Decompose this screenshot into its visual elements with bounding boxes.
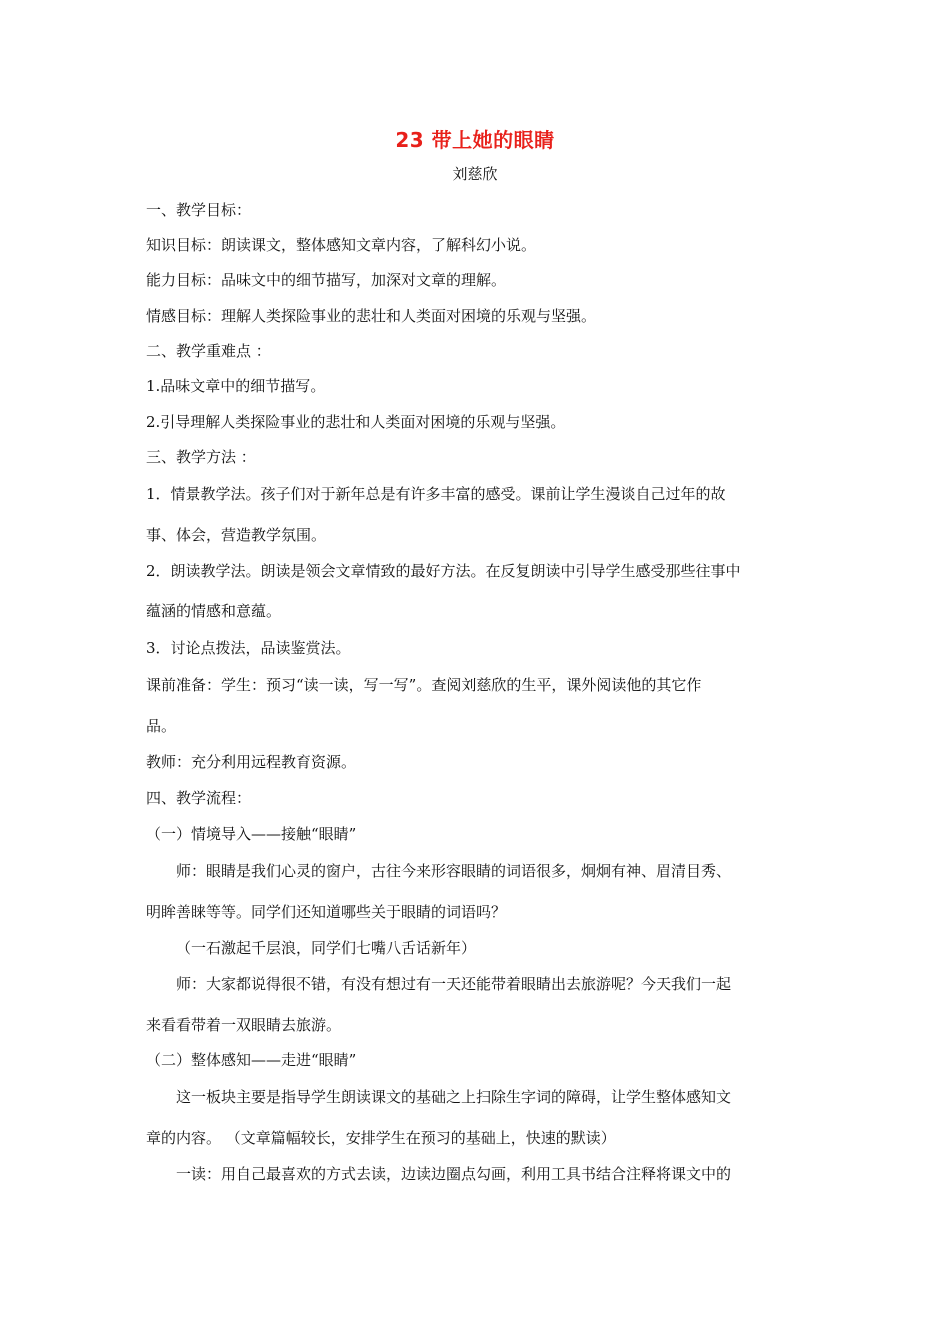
section-heading: 四、教学流程： — [146, 789, 252, 807]
paragraph-line: 事、体会，营造教学氛围。 — [146, 526, 327, 544]
paragraph-line: 能力目标：品味文中的细节描写，加深对文章的理解。 — [146, 271, 507, 289]
paragraph-line: 蕴涵的情感和意蕴。 — [146, 602, 282, 620]
paragraph-line: 品。 — [146, 717, 177, 735]
paragraph-line: 1.品味文章中的细节描写。 — [146, 377, 326, 395]
paragraph-line: 来看看带着一双眼睛去旅游。 — [146, 1016, 342, 1034]
paragraph-line: 章的内容。 （文章篇幅较长，安排学生在预习的基础上，快速的默读） — [146, 1129, 616, 1147]
paragraph-line: 师：眼睛是我们心灵的窗户，古往今来形容眼睛的词语很多，炯炯有神、眉清目秀、 — [176, 862, 732, 880]
paragraph-line: 3．讨论点拨法，品读鉴赏法。 — [146, 639, 351, 657]
paragraph-line: 2.引导理解人类探险事业的悲壮和人类面对困境的乐观与坚强。 — [146, 413, 566, 431]
subsection-heading: （一）情境导入——接触“眼睛” — [146, 825, 357, 843]
paragraph-line: 这一板块主要是指导学生朗读课文的基础之上扫除生字词的障碍，让学生整体感知文 — [176, 1088, 732, 1106]
paragraph-line: 师：大家都说得很不错，有没有想过有一天还能带着眼睛出去旅游呢？今天我们一起 — [176, 975, 732, 993]
document-title: 23 带上她的眼睛 — [395, 128, 555, 152]
section-heading: 二、教学重难点 ： — [146, 342, 271, 360]
section-heading: 三、教学方法 ： — [146, 448, 256, 466]
paragraph-line: 1．情景教学法。孩子们对于新年总是有许多丰富的感受。课前让学生漫谈自己过年的故 — [146, 485, 726, 503]
paragraph-line: 教师：充分利用远程教育资源。 — [146, 753, 357, 771]
section-heading: 一、教学目标： — [146, 201, 252, 219]
paragraph-line: 情感目标：理解人类探险事业的悲壮和人类面对困境的乐观与坚强。 — [146, 307, 597, 325]
paragraph-line: 明眸善睐等等。同学们还知道哪些关于眼睛的词语吗？ — [146, 903, 507, 921]
paragraph-line: 知识目标：朗读课文，整体感知文章内容，了解科幻小说。 — [146, 236, 537, 254]
paragraph-line: 课前准备：学生：预习“读一读，写一写”。查阅刘慈欣的生平，课外阅读他的其它作 — [146, 676, 702, 694]
document-author: 刘慈欣 — [452, 165, 498, 183]
paragraph-line: （一石激起千层浪，同学们七嘴八舌话新年） — [176, 939, 477, 957]
paragraph-line: 一读：用自己最喜欢的方式去读，边读边圈点勾画，利用工具书结合注释将课文中的 — [176, 1165, 732, 1183]
subsection-heading: （二）整体感知——走进“眼睛” — [146, 1051, 357, 1069]
paragraph-line: 2．朗读教学法。朗读是领会文章情致的最好方法。在反复朗读中引导学生感受那些往事中 — [146, 562, 741, 580]
